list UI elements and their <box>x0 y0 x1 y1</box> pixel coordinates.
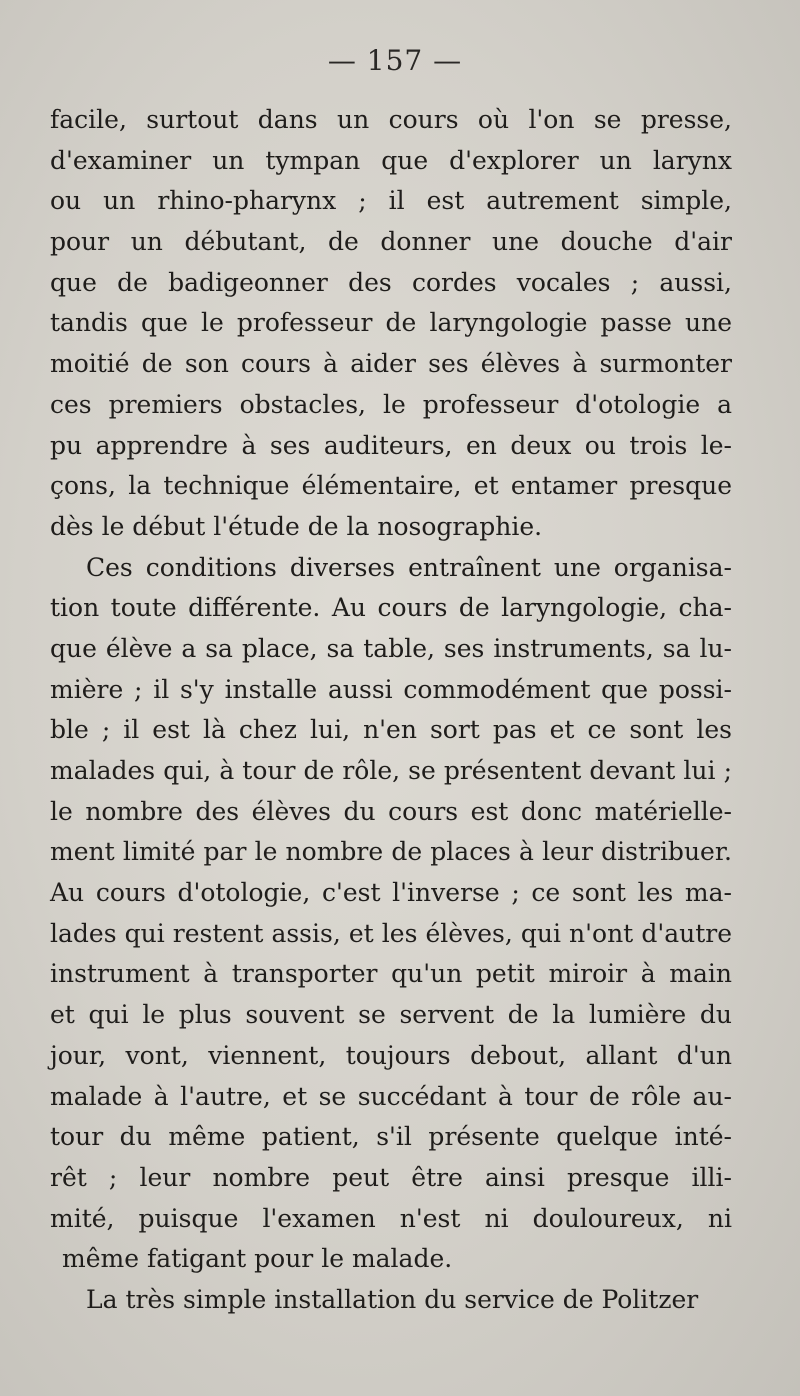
text-line: Ces conditions diverses entraînent une organisa- <box>86 552 732 582</box>
text-line: malade à l'autre, et se succédant à tour de rôle au- <box>50 1081 732 1111</box>
text-line: jour, vont, viennent, toujours debout, allant d'un <box>50 1040 732 1070</box>
text-line: pour un débutant, de donner une douche d'air <box>50 227 732 257</box>
text-line: que de badigeonner des cordes vocales ; aussi, <box>50 267 732 297</box>
text-line: çons, la technique élémentaire, et entamer presque <box>50 471 732 501</box>
page-number: — 157 — <box>327 44 463 77</box>
text-line: ces premiers obstacles, le professeur d'otologie a <box>50 389 732 419</box>
text-line: tandis que le professeur de laryngologie passe une <box>50 308 732 338</box>
text-line: même fatigant pour le malade. <box>62 1244 453 1274</box>
text-line: ble ; il est là chez lui, n'en sort pas et ce sont les <box>50 715 732 745</box>
text-line: le nombre des élèves du cours est donc matérielle- <box>50 796 732 826</box>
text-line: et qui le plus souvent se servent de la lumière du <box>50 1000 732 1030</box>
text-line: pu apprendre à ses auditeurs, en deux ou trois le- <box>50 430 732 460</box>
text-line: malades qui, à tour de rôle, se présentent devant lui ; <box>50 756 732 785</box>
text-line: lades qui restent assis, et les élèves, qui n'ont d'autre <box>50 918 732 948</box>
body-text <box>50 100 732 1321</box>
text-line: rêt ; leur nombre peut être ainsi presque illi- <box>50 1162 732 1192</box>
text-line: mité, puisque l'examen n'est ni douloureux, ni <box>50 1203 732 1233</box>
text-line: moitié de son cours à aider ses élèves à surmonter <box>50 349 732 379</box>
text-line: tion toute différente. Au cours de laryngologie, cha- <box>50 593 732 623</box>
text-line: instrument à transporter qu'un petit miroir à main <box>50 959 732 989</box>
text-line: ou un rhino-pharynx ; il est autrement simple, <box>50 186 732 216</box>
text-line: mière ; il s'y installe aussi commodément que possi- <box>50 674 732 704</box>
text-line: La très simple installation du service de Politzer <box>86 1284 699 1314</box>
text-line: dès le début l'étude de la nosographie. <box>50 511 543 541</box>
text-line: ment limité par le nombre de places à leur distribuer. <box>50 837 732 867</box>
text-line: que élève a sa place, sa table, ses instruments, sa lu- <box>50 633 732 663</box>
text-line: d'examiner un tympan que d'explorer un larynx <box>50 145 732 175</box>
text-line: tour du même patient, s'il présente quelque inté- <box>50 1122 732 1152</box>
text-line: facile, surtout dans un cours où l'on se presse, <box>50 105 732 134</box>
text-line: Au cours d'otologie, c'est l'inverse ; ce sont les ma- <box>50 878 732 908</box>
